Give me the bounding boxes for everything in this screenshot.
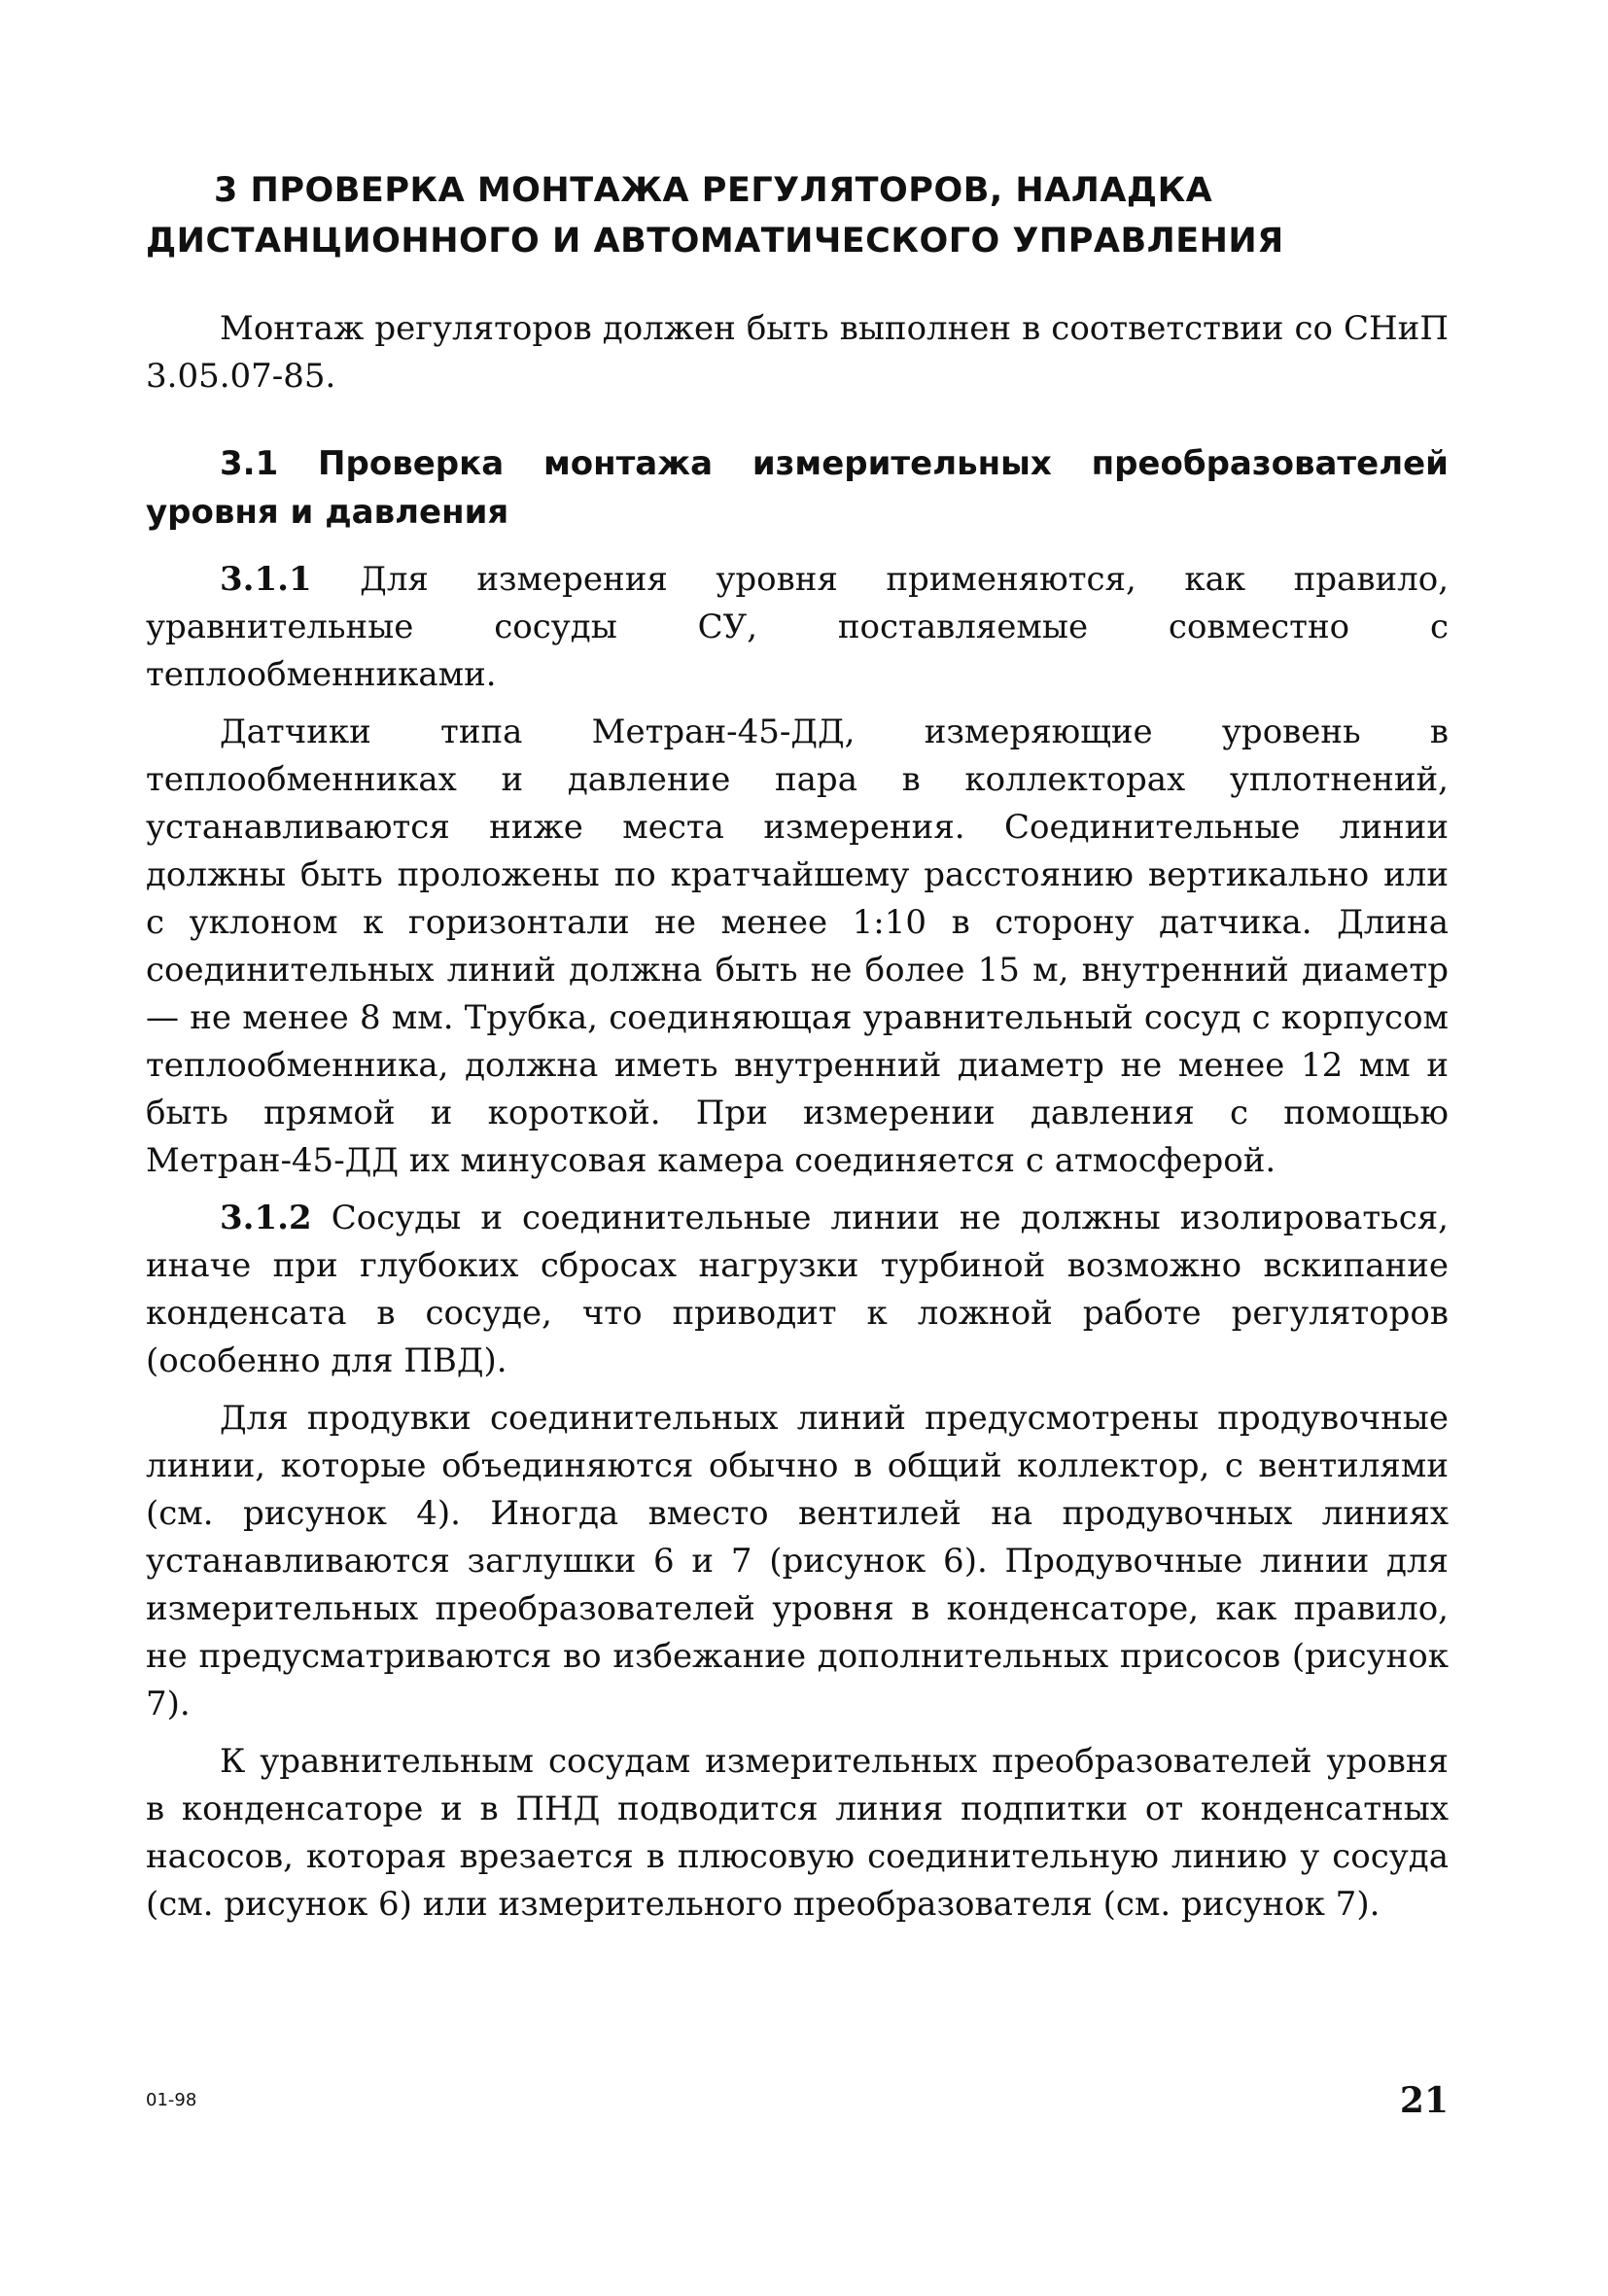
- clause-number: 3.1.1: [220, 560, 312, 599]
- page-content: [146, 165, 1449, 1929]
- paragraph-3-1-2: [146, 1195, 1449, 1385]
- chapter-heading-line-2: ДИСТАНЦИОННОГО И АВТОМАТИЧЕСКОГО УПРАВЛЕНИЯ: [146, 222, 1284, 261]
- chapter-heading: [146, 165, 1449, 266]
- page-number: 21: [1399, 2080, 1449, 2121]
- paragraph-3-1-1: [146, 556, 1449, 699]
- clause-number: 3.1.2: [220, 1199, 312, 1237]
- section-heading: 3.1 Проверка монтажа измерительных преобразователей уровня и давления: [146, 444, 1449, 532]
- paragraph-makeup-line: К уравнительным сосудам измерительных преобразователей уровня в конденсаторе и в ПНД подводится линия подпитки от конденсатных насосов, которая врезается в плюсовую соединительную линию у сосуда (см. рисунок 6) или измерительного преобразователя (см. рисунок 7).: [146, 1742, 1449, 1924]
- clause-text: Для измерения уровня применяются, как правило, уравнительные сосуды СУ, поставляемые совместно с теплообменниками.: [146, 560, 1449, 694]
- footer-code: 01-98: [146, 2090, 197, 2110]
- paragraph-sensors: Датчики типа Метран-45-ДД, измеряющие уровень в теплообменниках и давление пара в коллекторах уплотнений, устанавливаются ниже места измерения. Соединительные линии должны быть проложены по кратчайшему расстоянию вертикально или с уклоном к горизонтали не менее 1:10 в сторону датчика. Длина соединительных линий должна быть не более 15 м, внутренний диаметр — не менее 8 мм. Трубка, соединяющая уравнительный сосуд с корпусом теплообменника, должна иметь внутренний диаметр не менее 12 мм и быть прямой и короткой. При измерении давления с помощью Метран-45-ДД их минусовая камера соединяется с атмосферой.: [146, 713, 1449, 1180]
- chapter-heading-line-1: 3 ПРОВЕРКА МОНТАЖА РЕГУЛЯТОРОВ, НАЛАДКА: [214, 171, 1213, 210]
- paragraph-blowdown: Для продувки соединительных линий предусмотрены продувочные линии, которые объединяются обычно в общий коллектор, с вентилями (см. рисунок 4). Иногда вместо вентилей на продувочных линиях устанавливаются заглушки 6 и 7 (рисунок 6). Продувочные линии для измерительных преобразователей уровня в конденсаторе, как правило, не предусматриваются во избежание дополнительных присосов (рисунок 7).: [146, 1399, 1449, 1723]
- intro-paragraph: Монтаж регуляторов должен быть выполнен в соответствии со СНиП 3.05.07-85.: [146, 309, 1449, 396]
- clause-text: Сосуды и соединительные линии не должны изолироваться, иначе при глубоких сбросах нагрузки турбиной возможно вскипание конденсата в сосуде, что приводит к ложной работе регуляторов (особенно для ПВД).: [146, 1199, 1449, 1380]
- page-footer: [146, 2080, 1449, 2129]
